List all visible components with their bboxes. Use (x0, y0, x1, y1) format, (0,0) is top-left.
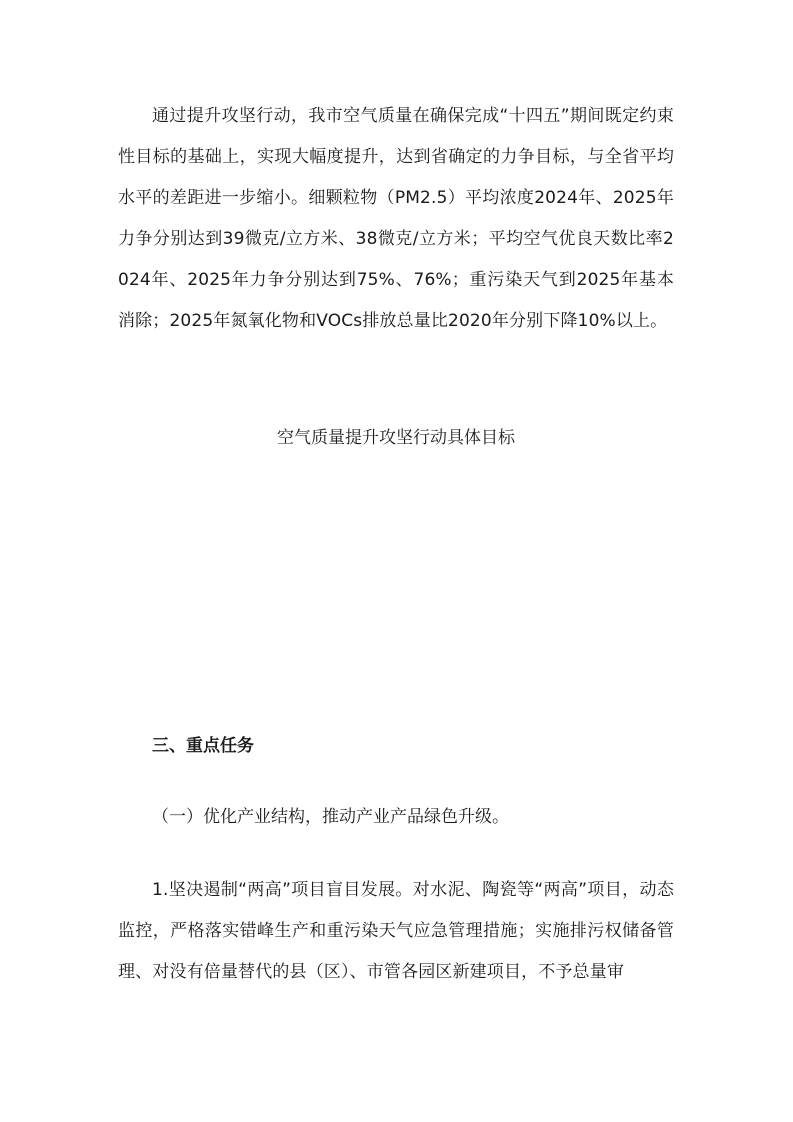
table-caption: 空气质量提升攻坚行动具体目标 (277, 428, 515, 448)
section-heading: 三、重点任务 (152, 736, 254, 756)
body-paragraph-tasks: 1.坚决遏制“两高”项目盲目发展。对水泥、陶瓷等“两高”项目，动态监控，严格落实错峰生产和重污染天气应急管理措施；实施排污权储备管理、对没有倍量替代的县（区）、市管各园区新建项目，不予总量审 (118, 880, 674, 982)
subsection-heading: （一）优化产业结构，推动产业产品绿色升级。 (152, 807, 509, 827)
body-paragraph-targets: 通过提升攻坚行动，我市空气质量在确保完成“十四五”期间既定约束性目标的基础上，实现大幅度提升，达到省确定的力争目标，与全省平均水平的差距进一步缩小。细颗粒物（PM2.5）平均浓度2024年、2025年力争分别达到39微克/立方米、38微克/立方米；平均空气优良天数比率2024年、2025年力争分别达到75%、76%；重污染天气到2025年基本消除；2025年氮氧化物和VOCs排放总量比2020年分别下降10%以上。 (118, 106, 674, 331)
